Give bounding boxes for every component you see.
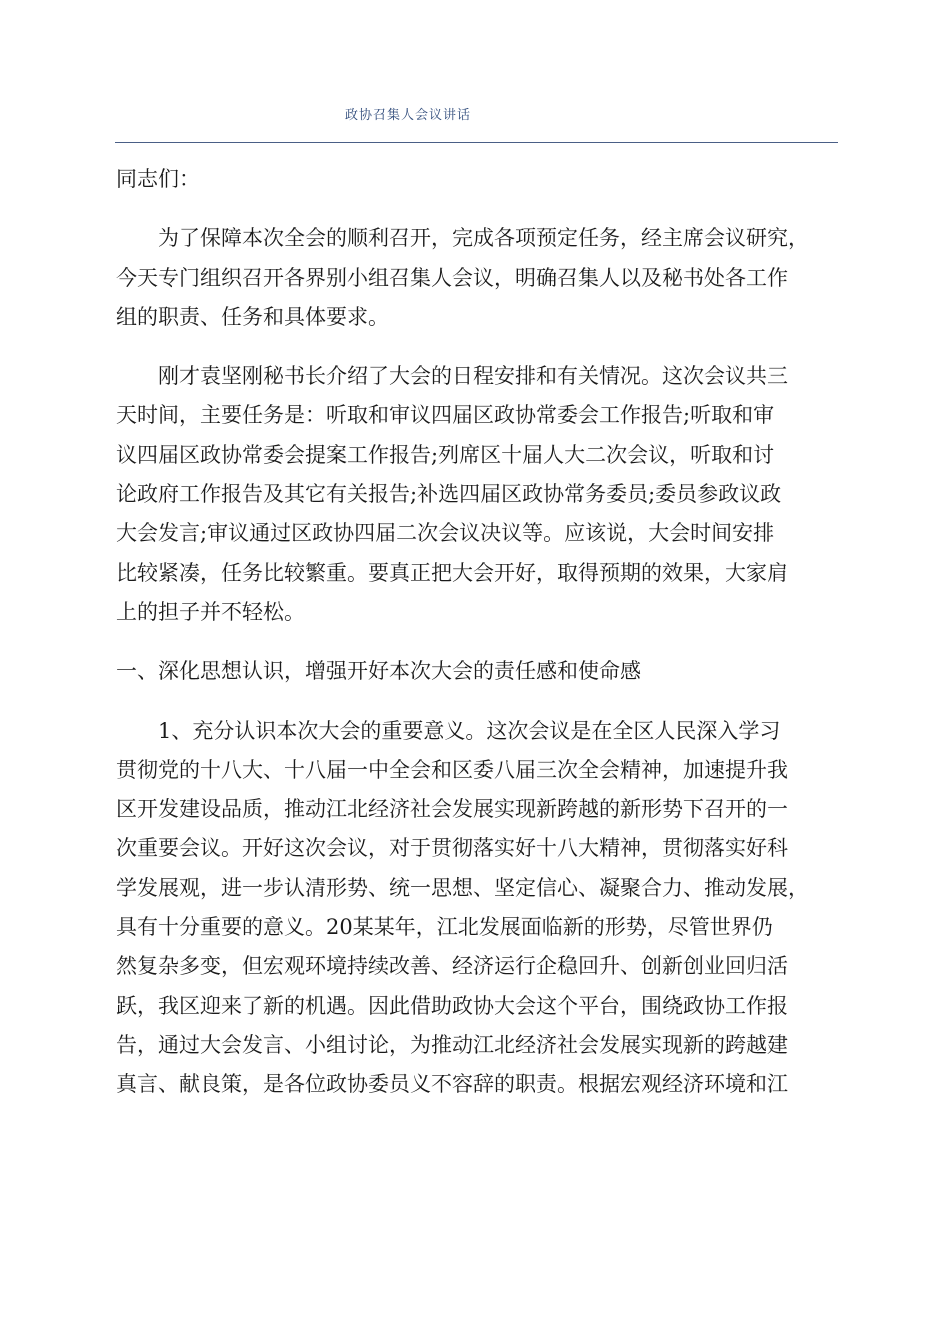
paragraph-line: 上的担子并不轻松。	[116, 599, 305, 624]
salutation: 同志们：	[116, 167, 200, 191]
paragraph-line: 1、充分认识本次大会的重要意义。这次会议是在全区人民深入学习	[158, 718, 781, 743]
paragraph-line: 学发展观，进一步认清形势、统一思想、坚定信心、凝聚合力、推动发展，	[116, 875, 809, 900]
section-heading: 一、深化思想认识，增强开好本次大会的责任感和使命感	[116, 659, 641, 684]
header-divider	[115, 142, 838, 143]
paragraph-line: 大会发言;审议通过区政协四届二次会议决议等。应该说，大会时间安排	[116, 521, 775, 546]
paragraph-line: 真言、献良策，是各位政协委员义不容辞的职责。根据宏观经济环境和江	[116, 1072, 788, 1097]
paragraph-line: 比较紧凑，任务比较繁重。要真正把大会开好，取得预期的效果，大家肩	[116, 560, 788, 585]
paragraph-1	[116, 219, 840, 337]
paragraph-line: 组的职责、任务和具体要求。	[116, 304, 389, 329]
paragraph-line: 天时间，主要任务是：听取和审议四届区政协常委会工作报告;听取和审	[116, 403, 775, 428]
paragraph-line: 次重要会议。开好这次会议，对于贯彻落实好十八大精神，贯彻落实好科	[116, 836, 788, 861]
paragraph-3	[116, 712, 840, 1105]
paragraph-line: 区开发建设品质，推动江北经济社会发展实现新跨越的新形势下召开的一	[116, 797, 788, 822]
paragraph-line: 具有十分重要的意义。20某某年，江北发展面临新的形势，尽管世界仍	[116, 915, 773, 940]
paragraph-2	[116, 357, 840, 632]
paragraph-line: 然复杂多变，但宏观环境持续改善、经济运行企稳回升、创新创业回归活	[116, 954, 788, 979]
paragraph-line: 告，通过大会发言、小组讨论，为推动江北经济社会发展实现新的跨越建	[116, 1032, 788, 1057]
paragraph-line: 论政府工作报告及其它有关报告;补选四届区政协常务委员;委员参政议政	[116, 482, 782, 507]
paragraph-line: 议四届区政协常委会提案工作报告;列席区十届人大二次会议，听取和讨	[116, 442, 775, 467]
page-header-title: 政协召集人会议讲话	[345, 108, 472, 123]
paragraph-line: 贯彻党的十八大、十八届一中全会和区委八届三次全会精神，加速提升我	[116, 757, 788, 782]
document-body	[116, 160, 840, 1105]
paragraph-line: 刚才袁坚刚秘书长介绍了大会的日程安排和有关情况。这次会议共三	[158, 364, 788, 389]
paragraph-line: 为了保障本次全会的顺利召开，完成各项预定任务，经主席会议研究，	[158, 226, 809, 251]
paragraph-line: 跃，我区迎来了新的机遇。因此借助政协大会这个平台，围绕政协工作报	[116, 993, 788, 1018]
paragraph-line: 今天专门组织召开各界别小组召集人会议，明确召集人以及秘书处各工作	[116, 265, 788, 290]
